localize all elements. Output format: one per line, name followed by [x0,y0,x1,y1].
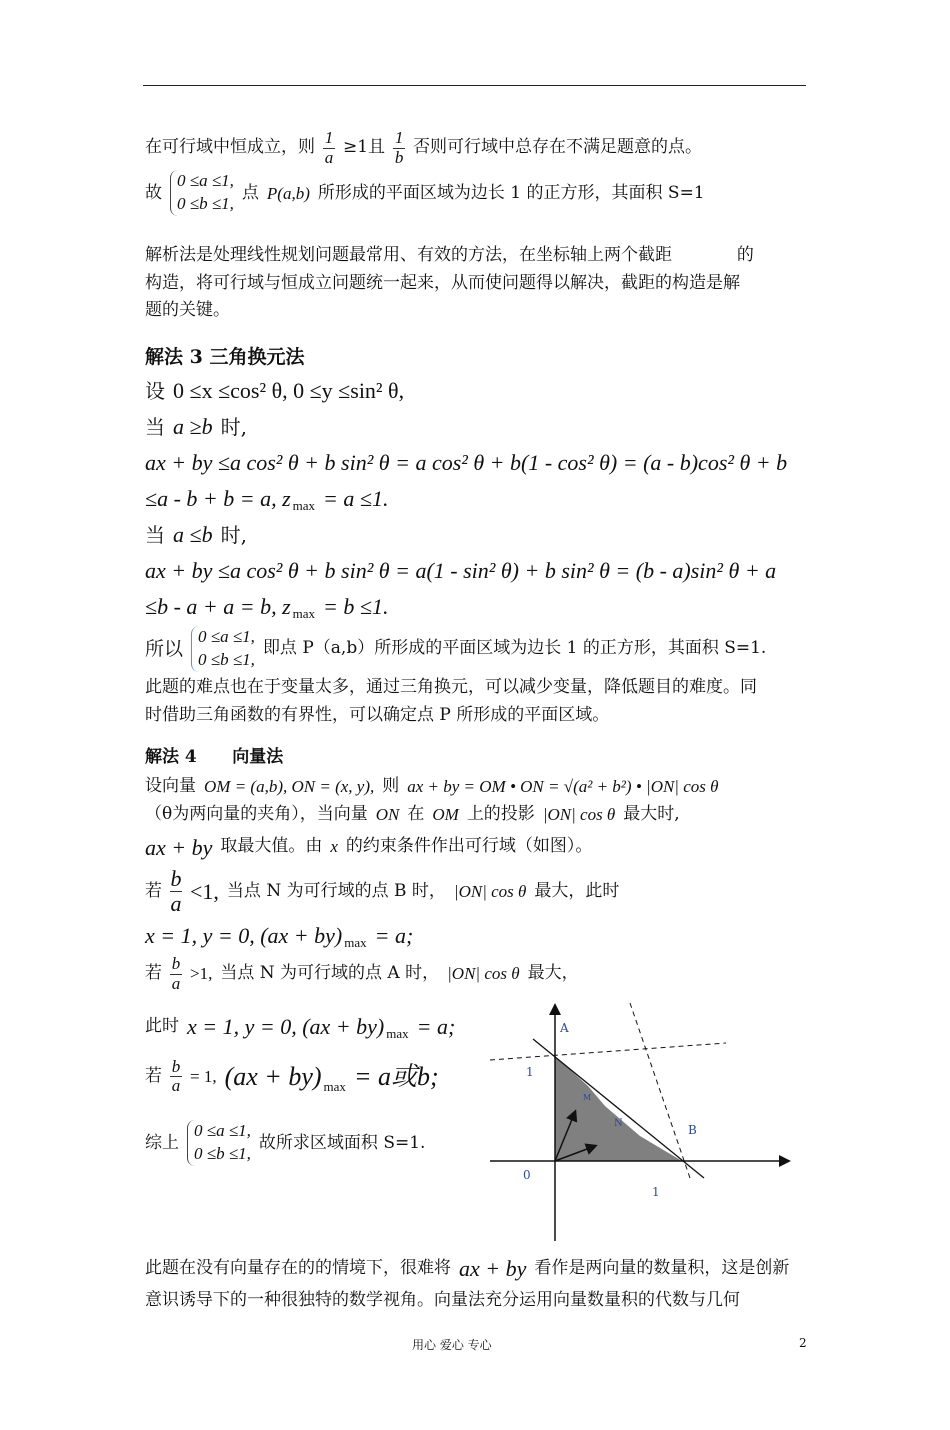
fraction [393,129,405,167]
text: 若 [145,1066,162,1087]
equation: = a; [374,923,414,948]
text: 在可行域中恒成立，则 [145,137,315,158]
paragraph-line: 解析法是处理线性规划问题最常用、有效的方法，在坐标轴上两个截距 的 [145,245,754,266]
text: 当点 N 为可行域的点 A 时， [220,963,440,984]
s4-line [145,774,810,800]
text: 则 [382,775,400,796]
equation: ax + by ≤a cos² θ + b sin² θ = a(1 - sin² θ) + b sin² θ = (b - a)sin² θ + a [145,558,777,584]
equation: ax + by ≤a cos² θ + b sin² θ = a cos² θ + b(1 - cos² θ) = (a - b)cos² θ + b [145,450,788,476]
text: 若 [145,963,162,984]
s4-line [145,1057,475,1096]
text: 时, [220,522,247,547]
text: 点 [241,182,259,203]
label-a: A [560,1021,569,1036]
cond: 0 ≤b ≤1, [198,650,255,670]
document-body [145,126,810,1316]
text: 取最大值。由 [220,836,323,857]
text: 时, [220,414,247,439]
text: 上的投影 [466,804,535,825]
text: 即点 P（a,b）所形成的平面区域为边长 1 的正方形，其面积 S=1. [262,638,767,659]
math: OM [432,805,459,825]
s3-line [145,446,810,479]
condition-system [187,1120,251,1166]
subscript: max [386,1025,409,1041]
subscript: max [292,605,316,621]
s4-line [145,831,810,864]
text: 所以 [145,637,184,660]
equation: 0 ≤x ≤cos² θ, 0 ≤y ≤sin² θ, [173,378,405,404]
footer [0,1316,950,1430]
label-b: B [688,1123,697,1138]
equation: = a或b; [353,1062,439,1092]
text: 最大时, [623,804,680,825]
text: 在 [407,804,425,825]
frac-den: a [324,147,334,167]
text: 当 [145,414,165,439]
header-rule [143,85,806,86]
s4-line [145,802,810,828]
point-p: P(a,b) [266,183,310,203]
frac-num: b [171,954,181,973]
cond: 0 ≤b ≤1, [194,1144,251,1164]
label-m: M [583,1093,592,1103]
math: = 1, [190,1067,217,1087]
math: >1, [190,964,213,984]
math: x [330,837,338,857]
s4-line [145,1252,810,1285]
paragraph-line: 意识诱导下的一种很独特的数学视角。向量法充分运用向量数量积的代数与几何 [145,1290,740,1311]
text: 所形成的平面区域为边长 1 的正方形，其面积 S=1 [317,182,705,203]
s4-line [145,867,810,916]
graph-row-text [145,996,475,1169]
text: 若 [145,880,162,901]
equation: x = 1, y = 0, (ax + by) [145,923,343,948]
cond: 0 ≤a ≤1, [177,171,234,191]
frac-num: b [170,865,182,891]
text: 当 [145,522,165,547]
text: 最大， [527,963,579,984]
origin-label: 0 [523,1168,531,1183]
text: 此时 [145,1016,179,1037]
s3-line [145,374,810,407]
text: 当点 N 为可行域的点 B 时， [226,880,446,901]
equation: = a ≤1. [323,486,389,512]
frac-num: b [171,1056,181,1076]
fraction [170,1058,182,1096]
subscript: max [292,497,316,513]
paragraph-line: 时借助三角函数的有界性，可以确定点 P 所形成的平面区域。 [145,704,610,725]
equation: x = 1, y = 0, (ax + by) [187,1014,385,1040]
text: （θ为两向量的夹角），当向量 [145,804,368,825]
frac-num: 1 [394,128,404,147]
s4-line [145,919,810,952]
subscript: max [344,934,367,950]
text: ≥1且 [343,137,386,158]
label-n: N [614,1118,623,1130]
text: 综上 [145,1132,179,1153]
s4-line [145,955,810,993]
condition-system [170,170,234,216]
p1-line-2 [145,170,810,216]
cond: 0 ≤a ≤1, [194,1121,251,1141]
s3-line [145,482,810,515]
s3-line [145,410,810,443]
math: ax + by [145,834,213,860]
fraction [170,955,182,993]
frac-den: a [170,890,182,916]
text: 此题在没有向量存在的的情境下，很难将 [145,1258,451,1279]
text: 设向量 [145,775,196,796]
equation: OM = (a,b), ON = (x, y), [204,776,375,796]
paragraph-line: 题的关键。 [145,300,230,321]
text: 故 [145,182,162,203]
condition-system [191,626,255,672]
tick-x-1: 1 [652,1185,660,1200]
text: 故所求区域面积 S=1. [258,1132,426,1153]
text: 的约束条件作出可行域（如图）。 [345,836,593,857]
frac-num: 1 [324,128,334,147]
equation: ≤a - b + b = a, z [145,486,291,512]
equation: = b ≤1. [323,594,389,620]
condition: a ≥b [173,414,213,440]
equation: ax + by = OM • ON = √(a² + b²) • |ON| cos θ [407,776,719,796]
tick-y-1: 1 [526,1065,534,1080]
text: 最大，此时 [534,880,620,901]
math: |ON| cos θ [542,805,616,825]
cond: 0 ≤a ≤1, [198,627,255,647]
s3-line [145,554,810,587]
math: |ON| cos θ [453,881,527,901]
s3-line [145,518,810,551]
cond: 0 ≤b ≤1, [177,194,234,214]
graph-row [145,996,810,1246]
fraction [170,867,182,916]
math: ON [375,805,400,825]
equation: = a; [416,1014,456,1040]
p1-line-1 [145,129,810,167]
subscript: max [323,1078,346,1094]
s3-line [145,626,810,672]
feasible-region-graph [480,996,810,1246]
math: ax + by [459,1256,527,1282]
paragraph-line: 此题的难点也在于变量太多，通过三角换元，可以减少变量，降低题目的难度。同 [145,677,757,698]
equation: (ax + by) [224,1062,322,1092]
math: |ON| cos θ [447,964,520,984]
equation: ≤b - a + a = b, z [145,594,291,620]
section-heading: 解法 3 三角换元法 [145,345,305,368]
math: <1, [190,878,219,904]
paragraph-line: 构造，将可行域与恒成立问题统一起来，从而使问题得以解决，截距的构造是解 [145,272,740,293]
s3-line [145,590,810,623]
text: 设 [145,378,165,403]
text: 看作是两向量的数量积，这是创新 [534,1258,790,1279]
dashed-line [490,1043,726,1060]
section-heading: 解法 4 向量法 [145,747,284,768]
fraction [323,129,335,167]
page-number: 2 [799,1335,807,1350]
s4-line [145,1010,475,1043]
s4-line [145,1120,475,1166]
frac-den: b [394,147,404,167]
frac-den: a [171,973,181,993]
frac-den: a [171,1076,181,1096]
footer-text: 用心 爱心 专心 [412,1337,492,1352]
condition: a ≤b [173,522,213,548]
text: 否则可行域中总存在不满足题意的点。 [413,137,703,158]
